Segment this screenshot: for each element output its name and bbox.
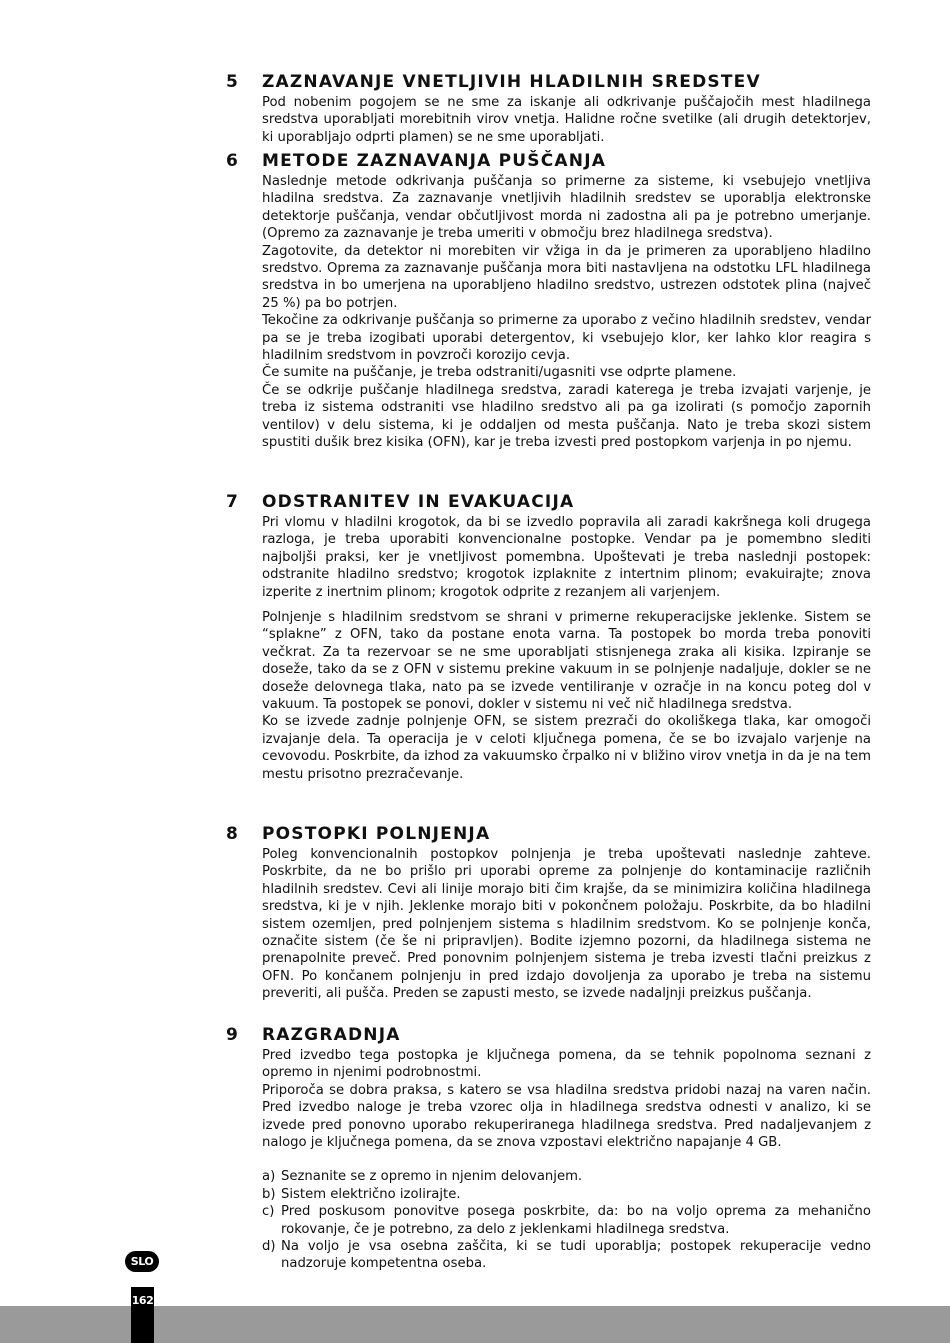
paragraph: Če se odkrije puščanje hladilnega sredstva, zaradi katerega je treba izvajati varjenje, je treba iz sistema odstraniti vse hladilno sredstvo ali pa ga izolirati (s pomočjo zapornih ventilov) v delu sistema, ki je oddaljen od mesta puščanja. Nato je treba skozi sistem spustiti dušik brez kisika (OFN), kar je treba izvesti pred postopkom varjenja in po njemu. — [262, 382, 871, 451]
section-number: 9 — [226, 1025, 239, 1045]
section-number: 6 — [226, 151, 239, 171]
list-item — [262, 1238, 871, 1273]
section-heading — [226, 1025, 871, 1047]
section-title: ODSTRANITEV IN EVAKUACIJA — [262, 492, 575, 512]
section-8 — [226, 824, 871, 1003]
list-item — [262, 1203, 871, 1238]
section-title: METODE ZAZNAVANJA PUŠČANJA — [262, 151, 607, 171]
list-item — [262, 1168, 871, 1185]
list-item-label: a) — [262, 1169, 276, 1185]
section-heading — [226, 151, 871, 173]
section-number: 7 — [226, 492, 239, 512]
list-item-text: Pred poskusom ponovitve posega poskrbite, da: bo na voljo oprema za mehanično rokovanje, če je potrebno, za delo z jeklenkami hladilnega sredstva. — [281, 1204, 871, 1237]
section-body — [262, 94, 871, 146]
list-item-label: b) — [262, 1186, 276, 1202]
paragraph: Naslednje metode odkrivanja puščanja so primerne za sisteme, ki vsebujejo vnetljiva hladilna sredstva. Za zaznavanje vnetljivih hladilnih sredstev se uporablja elektronske detektorje puščanja, vendar občutljivost morda ni zadostna ali pa je potrebno umerjanje. (Opremo za zaznavanje je treba umeriti v območju brez hladilnega sredstva). — [262, 174, 871, 242]
section-5 — [226, 72, 871, 146]
paragraph: Pri vlomu v hladilni krogotok, da bi se izvedlo popravila ali zaradi kakršnega koli drugega razloga, je treba uporabiti konvencionalne postopke. Vendar pa je pomembno slediti najboljši praksi, ker je vnetljivost pomembna. Upoštevati je treba naslednji postopek: odstranite hladilno sredstvo; krogotok izplaknite z intertnim plinom; evakuirajte; znova izperite z inertnim plinom; krogotok odprite z rezanjem ali varjenjem. — [262, 515, 871, 600]
step-list — [262, 1168, 871, 1272]
list-item-text: Na voljo je vsa osebna zaščita, ki se tudi uporablja; postopek rekuperacije vedno nadzoruje kompetentna oseba. — [281, 1239, 871, 1272]
paragraph: Pod nobenim pogojem se ne sme za iskanje ali odkrivanje puščajočih mest hladilnega sredstva uporabljati morebitnih virov vnetja. Halidne ročne svetilke (ali drugih detektorjev, ki uporabljajo odprti plamen) se ne sme uporabljati. — [262, 95, 871, 145]
section-number: 8 — [226, 824, 239, 844]
section-title: RAZGRADNJA — [262, 1025, 401, 1045]
section-body — [262, 846, 871, 1003]
language-badge: SLO — [125, 1251, 159, 1272]
list-item-text: Sistem električno izolirajte. — [281, 1186, 461, 1202]
list-item-label: c) — [262, 1204, 275, 1220]
list-item-label: d) — [262, 1239, 276, 1255]
section-body — [262, 1047, 871, 1273]
paragraph: Poleg konvencionalnih postopkov polnjenja je treba upoštevati naslednje zahteve. Poskrbite, da ne bo prišlo pri uporabi opreme za polnjenje do kontaminacije različnih hladilnih sredstev. Cevi ali linije morajo biti čim krajše, da se minimizira količina hladilnega sredstva, ki je v njih. Jeklenke morajo biti v pokončnem položaju. Poskrbite, da bo hladilni sistem ozemljen, pred polnjenjem sistema s hladilnim sredstvom. Ko se polnjenje konča, označite sistem (če še ni pripravljen). Bodite izjemno pozorni, da hladilnega sistema ne prenapolnite preveč. Pred ponovnim polnjenjem sistema je treba izvesti tlačni preizkus z OFN. Po končanem polnjenju in pred izdajo dovoljenja za uporabo je treba na sistemu preveriti, ali pušča. Preden se zapusti mesto, se izvede nadaljnji preizkus puščanja. — [262, 847, 871, 1002]
section-6 — [226, 151, 871, 452]
section-number: 5 — [226, 72, 239, 92]
paragraph: Polnjenje s hladilnim sredstvom se shrani v primerne rekuperacijske jeklenke. Sistem se “splakne” z OFN, tako da postane enota varna. Ta postopek bo morda treba ponoviti večkrat. Za ta rezervoar se ne sme uporabljati stisnjenega zraka ali kisika. Izpiranje se doseže, tako da se z OFN v sistemu prekine vakuum in se polnjenje nadaljuje, dokler se ne doseže delovnega tlaka, nato pa se izvede ventiliranje v ozračje in na koncu poteg dol v vakuum. Ta postopek se ponovi, dokler v sistemu ni več nič hladilnega sredstva. — [262, 610, 871, 713]
section-body — [262, 173, 871, 452]
section-title: ZAZNAVANJE VNETLJIVIH HLADILNIH SREDSTEV — [262, 72, 761, 92]
page-number-tab — [131, 1287, 154, 1343]
paragraph: Pred izvedbo tega postopka je ključnega pomena, da se tehnik popolnoma seznani z opremo in njenimi podrobnostmi. — [262, 1048, 871, 1081]
paragraph: Če sumite na puščanje, je treba odstraniti/ugasniti vse odprte plamene. — [262, 365, 737, 381]
section-body — [262, 514, 871, 783]
list-item-text: Seznanite se z opremo in njenim delovanjem. — [281, 1169, 583, 1185]
section-heading — [226, 824, 871, 846]
section-9 — [226, 1025, 871, 1273]
section-heading — [226, 492, 871, 514]
paragraph: Ko se izvede zadnje polnjenje OFN, se sistem prezrači do okoliškega tlaka, kar omogoči izvajanje dela. Ta operacija je v celoti ključnega pomena, če se bo izvajalo varjenje na cevovodu. Poskrbite, da izhod za vakuumsko črpalko ni v bližino virov vnetja in da je na tem mestu prisotno prezračevanje. — [262, 714, 871, 782]
list-item — [262, 1186, 871, 1203]
paragraph: Zagotovite, da detektor ni morebiten vir vžiga in da je primeren za uporabljeno hladilno sredstvo. Oprema za zaznavanje puščanja mora biti nastavljena na odstotku LFL hladilnega sredstva in bo umerjena na uporabljeno hladilno sredstvo, ustrezen odstotek plina (največ 25 %) pa bo potrjen. — [262, 243, 871, 311]
paragraph: Tekočine za odkrivanje puščanja so primerne za uporabo z večino hladilnih sredstev, vendar pa se je treba izogibati uporabi detergentov, ki vsebujejo klor, ker lahko klor reagira s hladilnim sredstvom in povzroči korozijo cevja. — [262, 313, 871, 364]
section-heading — [226, 72, 871, 94]
paragraph: Priporoča se dobra praksa, s katero se vsa hladilna sredstva pridobi nazaj na varen način. Pred izvedbo naloge je treba vzorec olja in hladilnega sredstva odnesti v analizo, ki se izvede pred ponovno uporabo rekuperiranega hladilnega sredstva. Pred nadaljevanjem z nalogo je ključnega pomena, da se znova vzpostavi električno napajanje 4 GB. — [262, 1082, 871, 1151]
page-number: 162 — [131, 1294, 154, 1307]
section-title: POSTOPKI POLNJENJA — [262, 824, 491, 844]
section-7 — [226, 492, 871, 783]
